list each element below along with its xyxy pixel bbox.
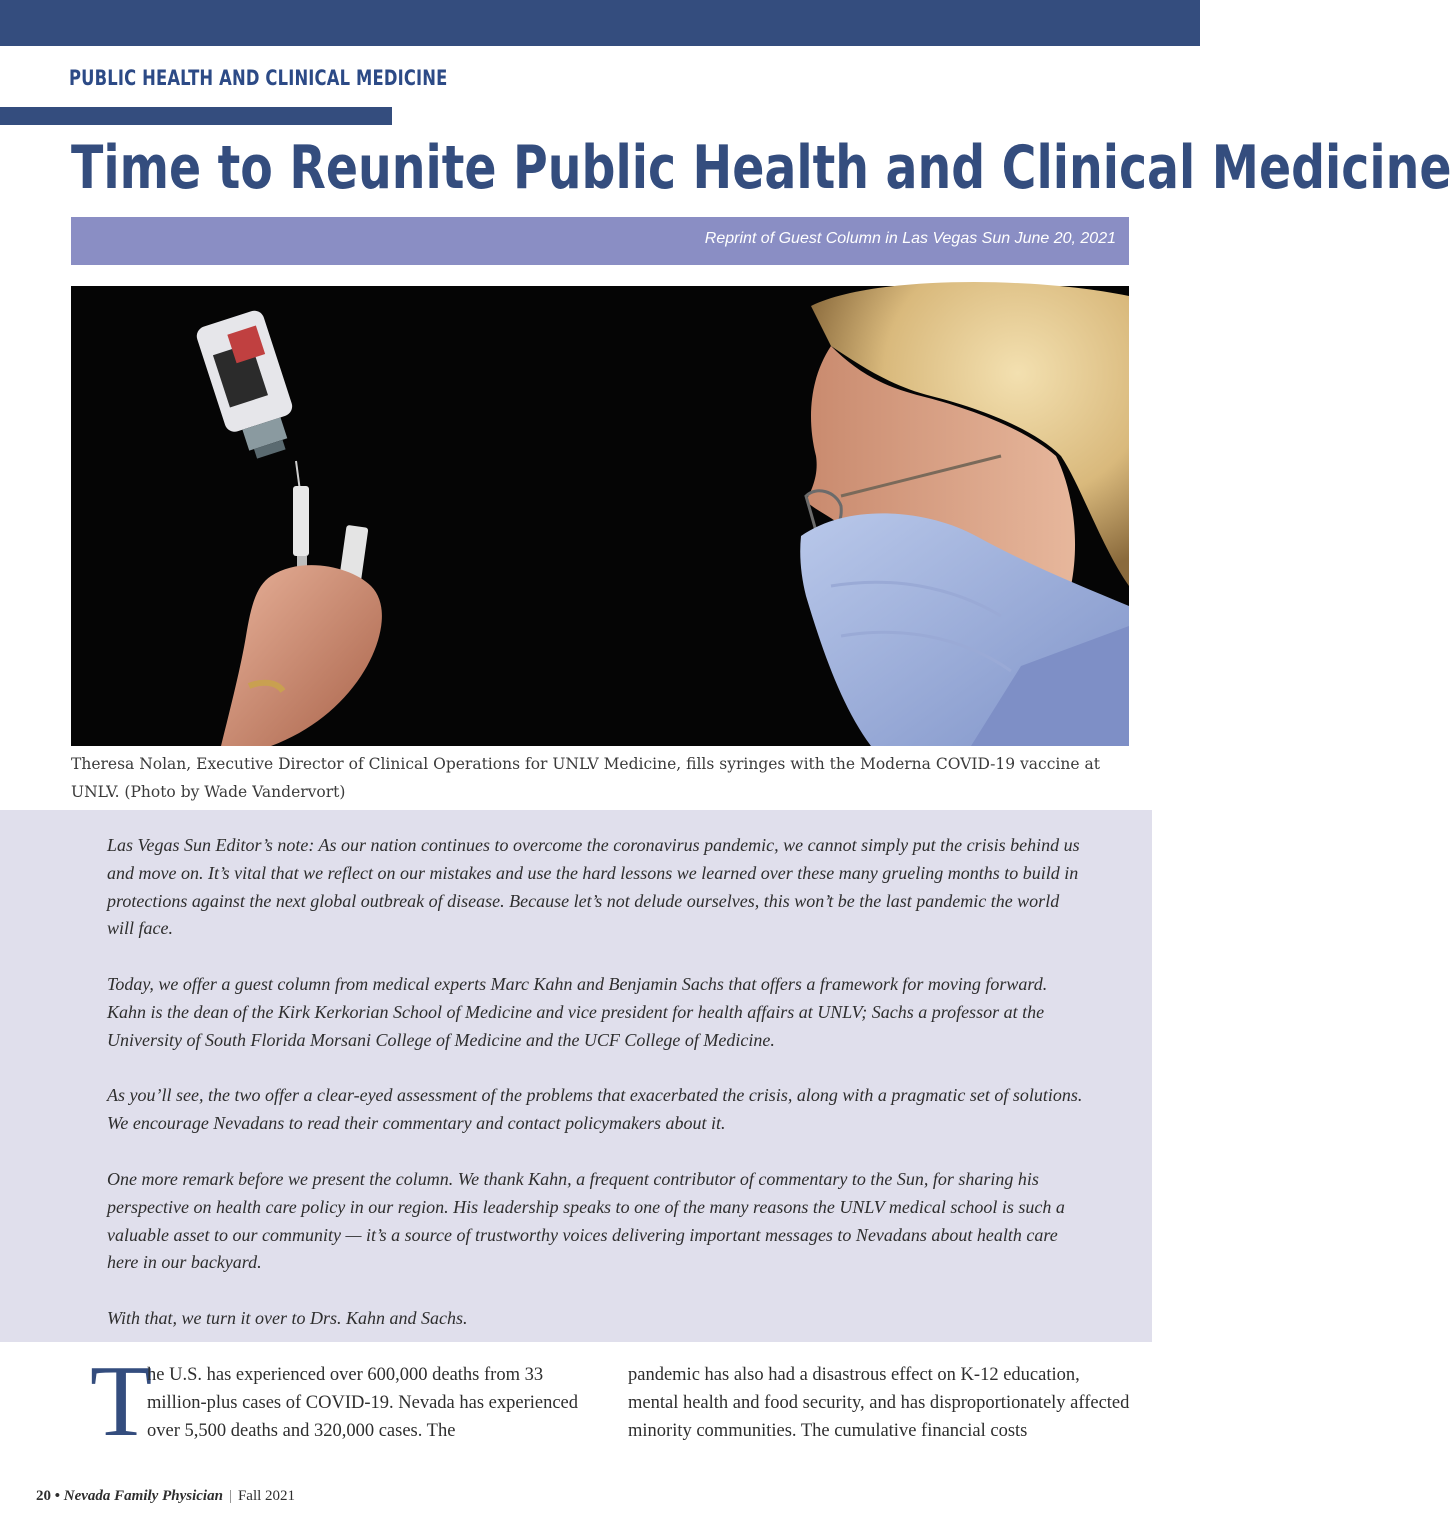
editors-note-paragraph: Today, we offer a guest column from medical experts Marc Kahn and Benjamin Sachs that offers a framework for moving forward. Kahn is the dean of the Kirk Kerkorian School of Medicine and vice president for health affairs at UNLV; Sachs a professor at the University of South Florida Morsani College of Medicine and the UCF College of Medicine. [107, 974, 1048, 1050]
section-label: PUBLIC HEALTH AND CLINICAL MEDICINE [69, 66, 448, 90]
body-column-2: pandemic has also had a disastrous effect on K-12 education, mental health and food security, and has disproportionately affected minority communities. The cumulative financial costs [628, 1365, 1130, 1441]
section-rule [0, 107, 392, 125]
page-footer [36, 1488, 295, 1505]
footer-separator: | [228, 1488, 232, 1504]
issue-label: Fall 2021 [237, 1488, 296, 1504]
publication-name: Nevada Family Physician [63, 1488, 223, 1504]
editors-note-paragraph: One more remark before we present the column. We thank Kahn, a frequent contributor of commentary to the Sun, for sharing his perspective on health care policy in our region. His leadership speaks to one of the many reasons the UNLV medical school is such a valuable asset to our community — it’s a source of trustworthy voices delivering important messages to Nevadans about health care here in our backyard. [107, 1169, 1065, 1273]
page-number: 20 [36, 1488, 51, 1504]
drop-cap: T [90, 1345, 153, 1458]
editors-note-paragraph: Las Vegas Sun Editor’s note: As our nation continues to overcome the coronavirus pandemic, we cannot simply put the crisis behind us and move on. It’s vital that we reflect on our mistakes and use the hard lessons we learned over these many grueling months to build in protections against the next global outbreak of disease. Because let’s not delude ourselves, this won’t be the last pandemic the world will face. [107, 835, 1080, 939]
article-headline: Time to Reunite Public Health and Clinical Medicine [71, 133, 1452, 203]
editors-note-paragraph: With that, we turn it over to Drs. Kahn and Sachs. [107, 1308, 468, 1328]
reprint-note: Reprint of Guest Column in Las Vegas Sun June 20, 2021 [704, 230, 1116, 247]
article-photo [71, 286, 1129, 746]
body-column-1: he U.S. has experienced over 600,000 deaths from 33 million-plus cases of COVID-19. Nevada has experienced over 5,500 deaths and 320,000 cases. The [147, 1365, 579, 1441]
footer-bullet: • [54, 1488, 61, 1504]
reprint-band [71, 217, 1129, 265]
editors-note-paragraph: As you’ll see, the two offer a clear-eyed assessment of the problems that exacerbated the crisis, along with a pragmatic set of solutions. We encourage Nevadans to read their commentary and contact policymakers about it. [107, 1085, 1083, 1133]
top-color-bar [0, 0, 1200, 46]
vaccine-photo-illustration [71, 286, 1129, 746]
photo-caption: Theresa Nolan, Executive Director of Clinical Operations for UNLV Medicine, fills syringes with the Moderna COVID-19 vaccine at UNLV. (Photo by Wade Vandervort) [71, 755, 1100, 801]
